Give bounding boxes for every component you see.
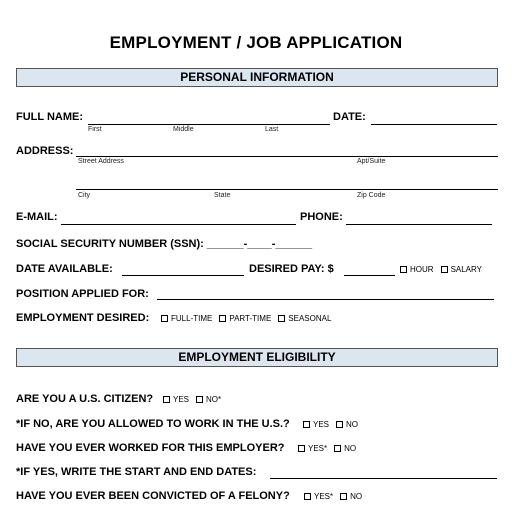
desired-pay-label: DESIRED PAY: $ [249,263,334,275]
ssn-label: SOCIAL SECURITY NUMBER (SSN): ______-____-______ [16,238,313,250]
phone-label: PHONE: [300,211,343,223]
employment-desired-options [161,314,331,323]
position-applied-label: POSITION APPLIED FOR: [16,288,149,300]
date-available-field[interactable] [122,275,244,276]
email-label: E-MAIL: [16,211,58,223]
citizen-options [163,395,221,404]
checkbox-icon[interactable] [304,493,311,500]
part-time-option[interactable]: PART-TIME [219,314,271,323]
citizen-no-option[interactable]: NO* [196,395,221,404]
worked-no-option[interactable]: NO [334,444,356,453]
pay-salary-option[interactable]: SALARY [441,265,482,274]
checkbox-icon[interactable] [219,315,226,322]
checkbox-icon[interactable] [298,445,305,452]
seasonal-option[interactable]: SEASONAL [278,314,331,323]
allowed-no-option[interactable]: NO [336,420,358,429]
first-name-caption: First [88,126,102,133]
middle-name-caption: Middle [173,126,194,133]
city-caption: City [78,192,91,199]
section-header-personal-information: PERSONAL INFORMATION [16,68,498,87]
desired-pay-field[interactable] [344,275,395,276]
checkbox-icon[interactable] [334,445,341,452]
state-caption: State [214,192,231,199]
allowed-to-work-question: *IF NO, ARE YOU ALLOWED TO WORK IN THE U.S.? [16,418,290,430]
worked-yes-option[interactable]: YES* [298,444,327,453]
email-field[interactable] [61,224,296,225]
date-available-label: DATE AVAILABLE: [16,263,113,275]
full-name-label: FULL NAME: [16,111,84,123]
position-applied-field[interactable] [157,299,494,300]
felony-options [304,492,362,501]
employment-desired-label: EMPLOYMENT DESIRED: [16,312,150,324]
worked-for-employer-question: HAVE YOU EVER WORKED FOR THIS EMPLOYER? [16,442,285,454]
pay-hour-option[interactable]: HOUR [400,265,434,274]
start-end-dates-question: *IF YES, WRITE THE START AND END DATES: [16,466,257,478]
worked-for-employer-options [298,444,356,453]
checkbox-icon[interactable] [278,315,285,322]
date-field[interactable] [371,124,497,125]
date-label: DATE: [333,111,366,123]
checkbox-icon[interactable] [441,266,448,273]
form-title: EMPLOYMENT / JOB APPLICATION [109,33,403,52]
street-address-field[interactable] [76,156,498,157]
pay-type-options [400,265,482,274]
last-name-caption: Last [265,126,279,133]
checkbox-icon[interactable] [340,493,347,500]
full-name-field[interactable] [88,124,330,125]
allowed-yes-option[interactable]: YES [303,420,329,429]
full-time-option[interactable]: FULL-TIME [161,314,212,323]
felony-question: HAVE YOU EVER BEEN CONVICTED OF A FELONY? [16,490,290,502]
zip-code-caption: Zip Code [357,192,386,199]
apt-suite-caption: Apt/Suite [357,158,386,165]
phone-field[interactable] [346,224,492,225]
felony-yes-option[interactable]: YES* [304,492,333,501]
start-end-dates-field[interactable] [270,478,497,479]
address-label: ADDRESS: [16,145,74,157]
checkbox-icon[interactable] [163,396,170,403]
street-address-caption: Street Address [78,158,124,165]
citizen-yes-option[interactable]: YES [163,395,189,404]
citizen-question: ARE YOU A U.S. CITIZEN? [16,393,154,405]
checkbox-icon[interactable] [336,421,343,428]
section-header-employment-eligibility: EMPLOYMENT ELIGIBILITY [16,348,498,367]
allowed-to-work-options [303,420,358,429]
checkbox-icon[interactable] [400,266,407,273]
city-state-zip-field[interactable] [76,189,498,190]
checkbox-icon[interactable] [196,396,203,403]
checkbox-icon[interactable] [161,315,168,322]
felony-no-option[interactable]: NO [340,492,362,501]
checkbox-icon[interactable] [303,421,310,428]
